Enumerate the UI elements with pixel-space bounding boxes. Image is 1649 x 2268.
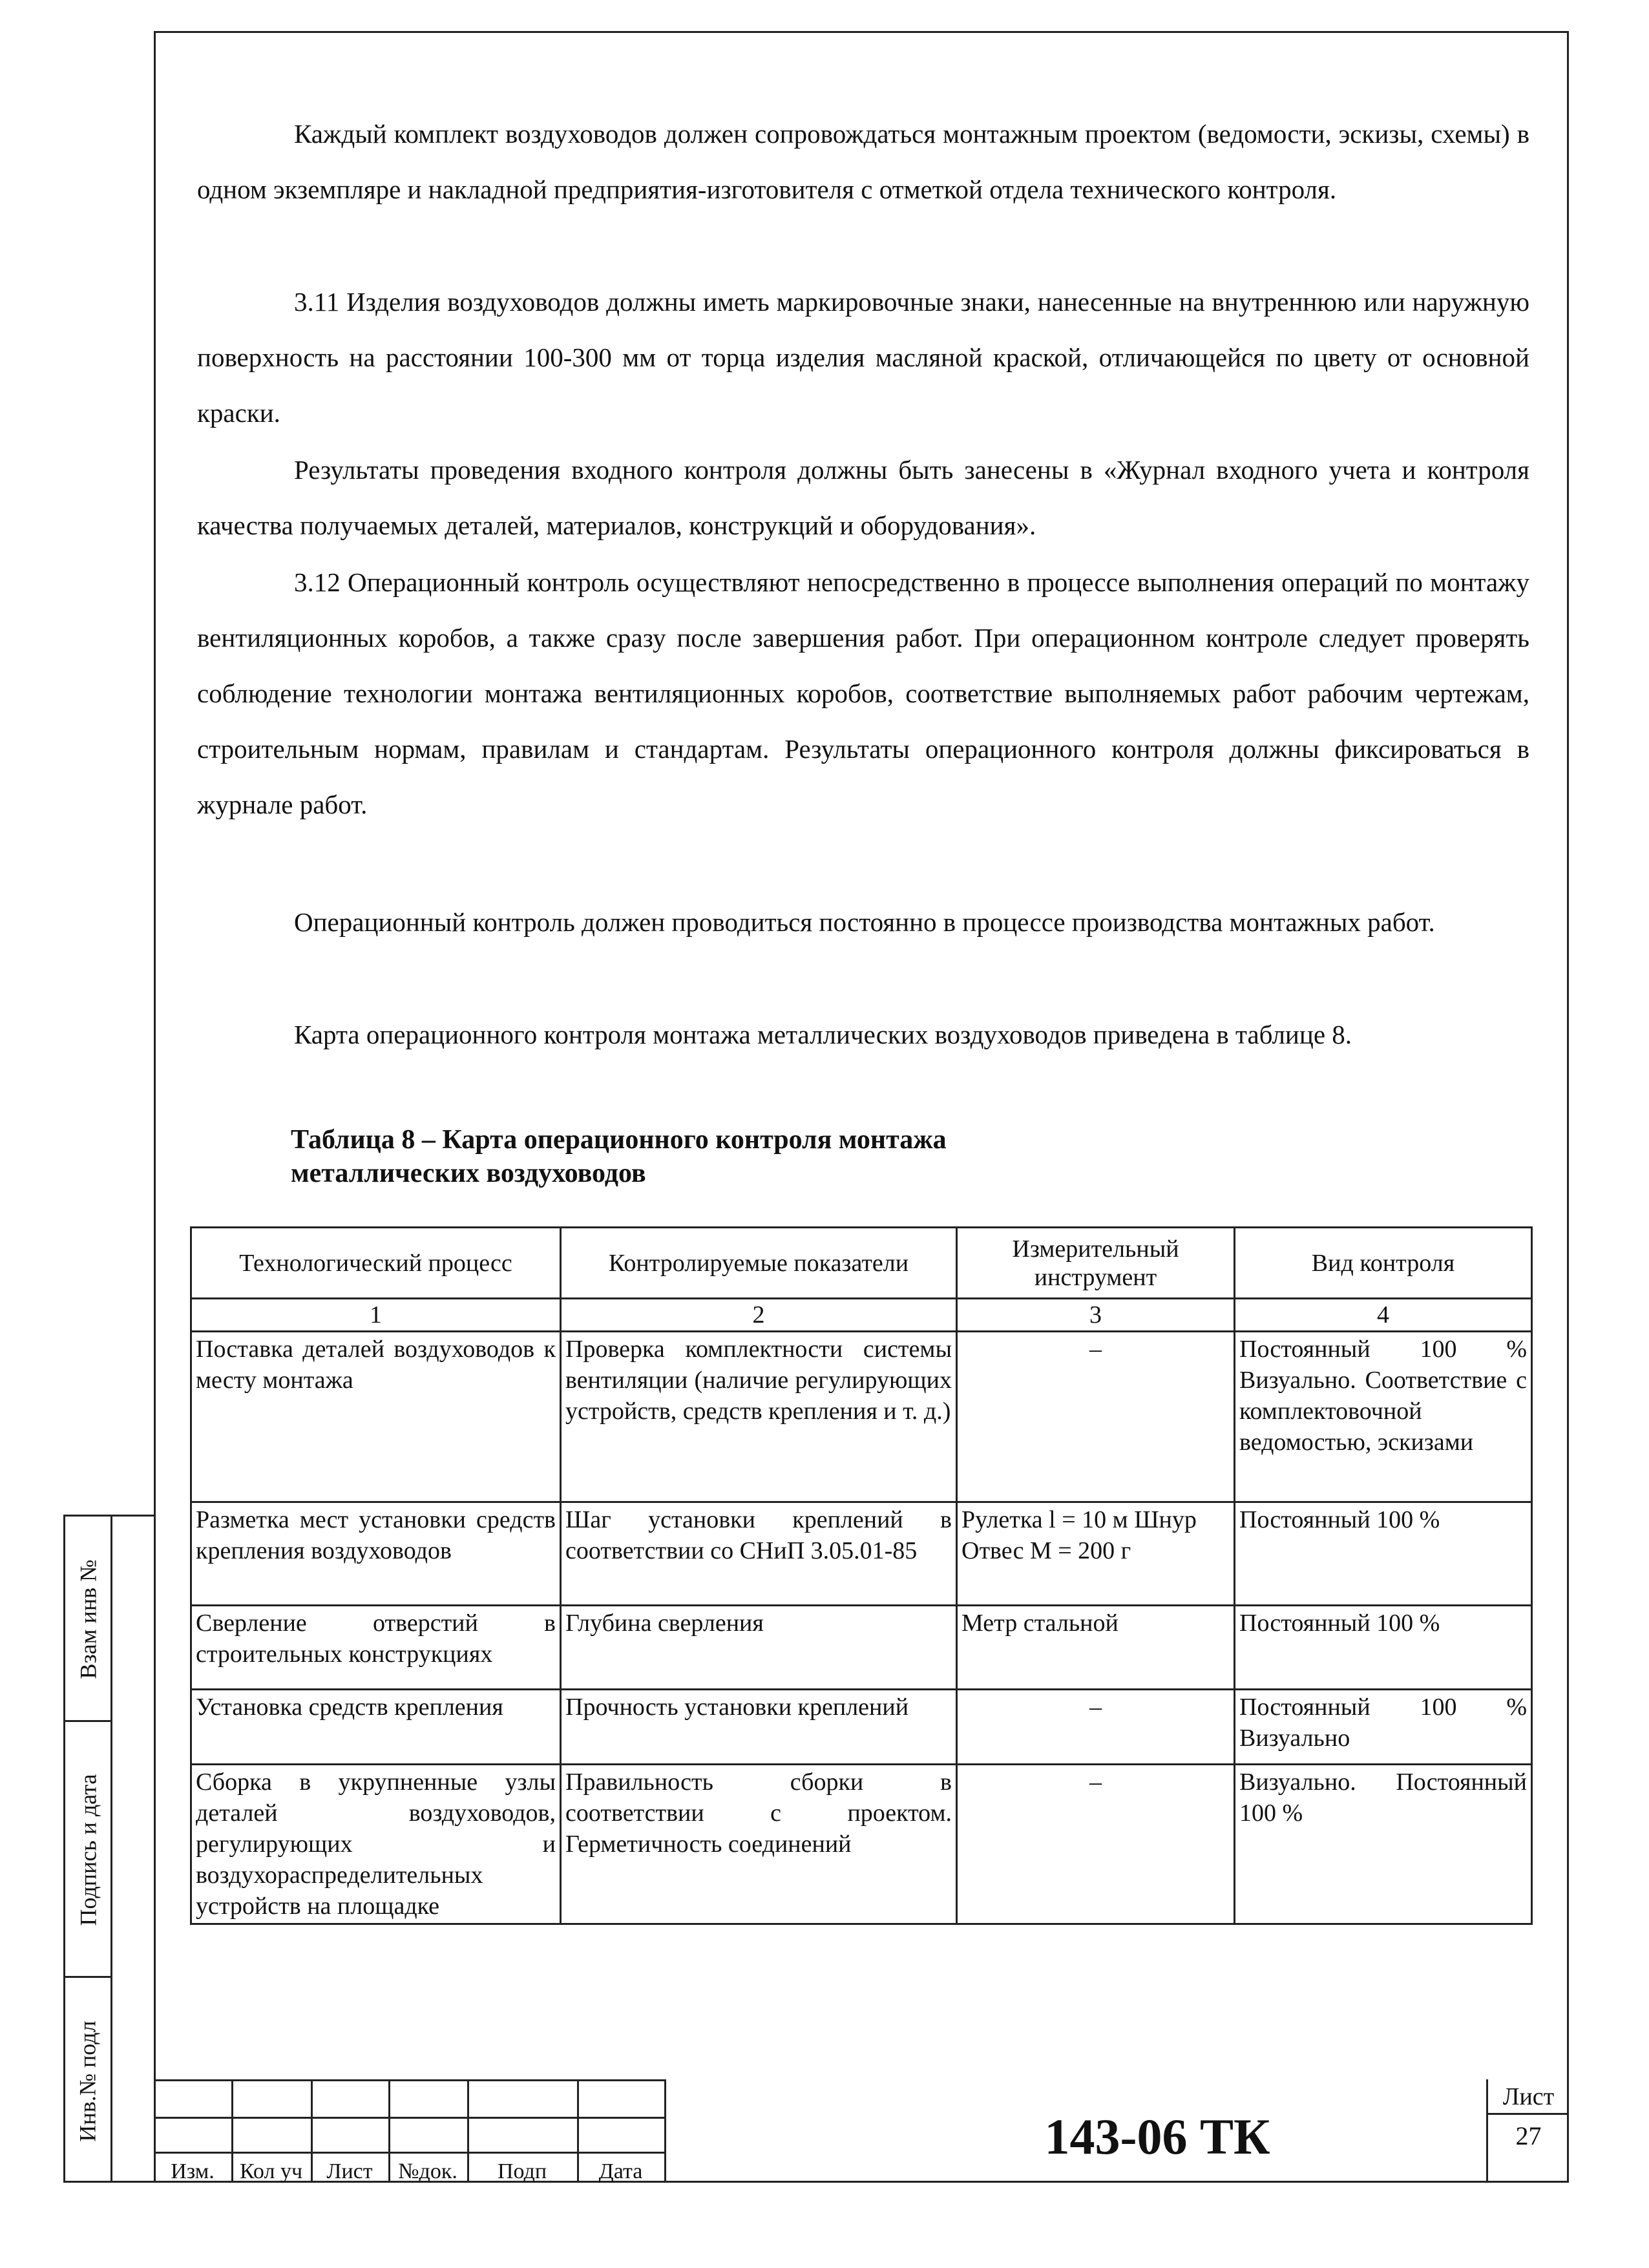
sheet-box (1486, 2079, 1569, 2183)
cell-control-type: Постоянный 100 % Визуально (1235, 1690, 1532, 1765)
cell-instrument: – (957, 1765, 1235, 1924)
side-cell-inventory (65, 1978, 110, 2185)
cell-instrument: – (957, 1690, 1235, 1765)
sheet-label: Лист (1488, 2079, 1569, 2115)
table-number-row (191, 1299, 1532, 1332)
stamp-col-change: Изм. (171, 2159, 215, 2183)
cell-indicators: Прочность установки креплений (561, 1690, 957, 1765)
table-row (191, 1690, 1532, 1765)
cell-control-type: Постоянный 100 % (1235, 1502, 1532, 1606)
side-cell-signature (65, 1722, 110, 1978)
cell-indicators: Проверка комплектности системы вентиляции (наличие регулирующих устройств, средств крепления и т. д.) (561, 1332, 957, 1502)
side-label-signature: Подпись и дата (75, 1774, 101, 1926)
cell-control-type: Визуально. Постоянный 100 % (1235, 1765, 1532, 1924)
cell-indicators: Шаг установки креплений в соответствии со СНиП 3.05.01-85 (561, 1502, 957, 1606)
cell-process: Сверление отверстий в строительных конструкциях (191, 1606, 561, 1690)
header-indicators: Контролируемые показатели (561, 1228, 957, 1299)
cell-indicators: Глубина сверления (561, 1606, 957, 1690)
table-row (191, 1765, 1532, 1924)
stamp-col-date: Дата (598, 2159, 643, 2183)
control-table (190, 1226, 1533, 1925)
doc-code: 143-06 ТК (1044, 2108, 1270, 2165)
stamp-col-sheet: Лист (326, 2159, 373, 2183)
col-number: 3 (957, 1299, 1235, 1332)
cell-process: Разметка мест установки средств крепления воздуховодов (191, 1502, 561, 1606)
cell-indicators: Правильность сборки в соответствии с проектом. Герметичность соединений (561, 1765, 957, 1924)
cell-process: Сборка в укрупненные узлы деталей воздуховодов, регулирующих и воздухораспределительных устройств на площадке (191, 1765, 561, 1924)
title-block (154, 2079, 1569, 2183)
paragraph-4: 3.12 Операционный контроль осуществляют непосредственно в процессе выполнения операций по монтажу вентиляционных коробов, а также сразу после завершения работ. При операционном контроле следует проверять соблюдение технологии монтажа вентиляционных коробов, соответствие выполняемых работ рабочим чертежам, строительным нормам, правилам и стандартам. Результаты операционного контроля должны фиксироваться в журнале работ. (197, 567, 1529, 819)
cell-instrument: Метр стальной (957, 1606, 1235, 1690)
cell-instrument: – (957, 1332, 1235, 1502)
stamp-col-signature: Подп (497, 2159, 547, 2183)
table-header-row (191, 1228, 1532, 1299)
side-cell-replacement (65, 1517, 110, 1722)
col-number: 4 (1235, 1299, 1532, 1332)
side-stamp-strip (63, 1515, 156, 2183)
table-title: Таблица 8 – Карта операционного контроля монтажа металлических воздуховодов (291, 1125, 947, 1188)
header-instrument: Измерительный инструмент (957, 1228, 1235, 1299)
cell-process: Установка средств крепления (191, 1690, 561, 1765)
header-control-type: Вид контроля (1235, 1228, 1532, 1299)
cell-control-type: Постоянный 100 % Визуально. Соответствие с комплектовочной ведомостью, эскизами (1235, 1332, 1532, 1502)
cell-process: Поставка деталей воздуховодов к месту монтажа (191, 1332, 561, 1502)
header-process: Технологический процесс (191, 1228, 561, 1299)
paragraph-2: 3.11 Изделия воздуховодов должны иметь маркировочные знаки, нанесенные на внутреннюю или наружную поверхность на расстоянии 100-300 мм от торца изделия масляной краской, отличающейся по цвету от основной краски. (197, 287, 1529, 428)
paragraph-3: Результаты проведения входного контроля должны быть занесены в «Журнал входного учета и контроля качества получаемых деталей, материалов, конструкций и оборудования». (197, 455, 1529, 540)
paragraph-6: Карта операционного контроля монтажа металлических воздуховодов приведена в таблице 8. (294, 1020, 1352, 1049)
table-row (191, 1332, 1532, 1502)
side-label-replacement: Взам инв № (75, 1559, 101, 1679)
side-label-inventory: Инв.№ подл (75, 2021, 101, 2142)
sheet-number: 27 (1515, 2121, 1542, 2150)
cell-control-type: Постоянный 100 % (1235, 1606, 1532, 1690)
paragraph-5: Операционный контроль должен проводиться постоянно в процессе производства монтажных работ. (294, 907, 1435, 937)
cell-instrument: Рулетка l = 10 м Шнур Отвес M = 200 г (957, 1502, 1235, 1606)
stamp-col-doc: №док. (398, 2159, 457, 2183)
col-number: 1 (191, 1299, 561, 1332)
col-number: 2 (561, 1299, 957, 1332)
table-row (191, 1502, 1532, 1606)
stamp-col-count: Кол уч (239, 2159, 303, 2183)
paragraph-1: Каждый комплект воздуховодов должен сопровождаться монтажным проектом (ведомости, эскизы, схемы) в одном экземпляре и накладной предприятия-изготовителя с отметкой отдела технического контроля. (197, 119, 1529, 204)
table-row (191, 1606, 1532, 1690)
